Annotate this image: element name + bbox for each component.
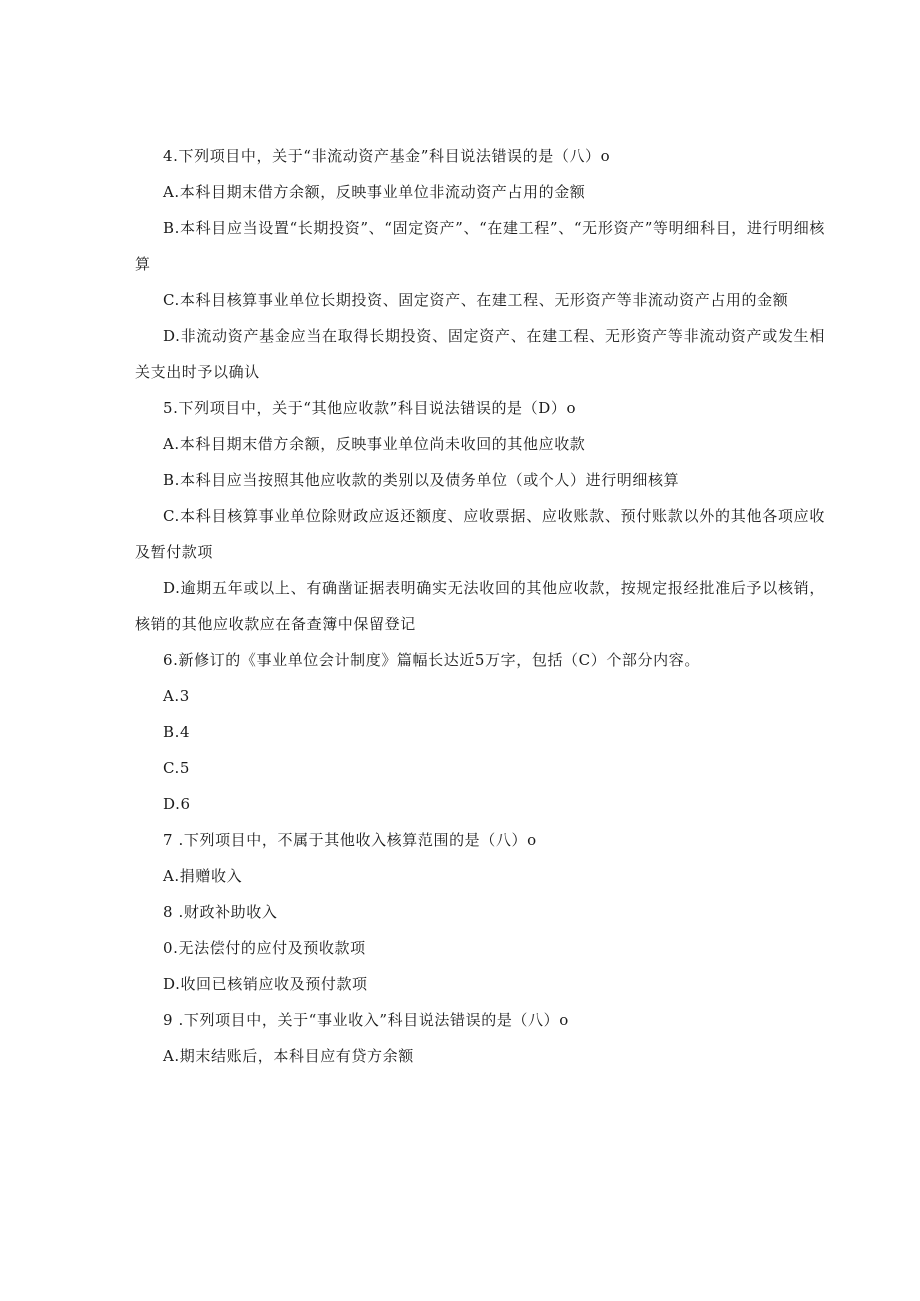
question-4: 4.下列项目中，关于“非流动资产基金”科目说法错误的是（八）o: [163, 147, 611, 165]
question-5: 5.下列项目中，关于“其他应收款”科目说法错误的是（D）o: [163, 399, 577, 417]
option-7a: A.捐赠收入: [163, 867, 243, 885]
option-4d: D.非流动资产基金应当在取得长期投资、固定资产、在建工程、无形资产等非流动资产或发生相关支出时予以确认: [135, 327, 825, 381]
question-7: 7 .下列项目中，不属于其他收入核算范围的是（八）o: [163, 831, 537, 849]
option-5d: D.逾期五年或以上、有确凿证据表明确实无法收回的其他应收款，按规定报经批准后予以核销，核销的其他应收款应在备查簿中保留登记: [135, 579, 825, 633]
option-7b: 8 .财政补助收入: [163, 903, 278, 921]
option-6b: B.4: [163, 723, 191, 741]
option-5a: A.本科目期末借方余额，反映事业单位尚未收回的其他应收款: [163, 435, 586, 453]
option-4a: A.本科目期末借方余额，反映事业单位非流动资产占用的金额: [163, 183, 586, 201]
option-6c: C.5: [163, 759, 191, 777]
option-6a: A.3: [163, 687, 190, 705]
question-6: 6.新修订的《事业单位会计制度》篇幅长达近5万字，包括（C）个部分内容。: [163, 651, 700, 669]
question-9: 9 .下列项目中，关于“事业收入”科目说法错误的是（八）o: [163, 1011, 569, 1029]
option-5c: C.本科目核算事业单位除财政应返还额度、应收票据、应收账款、预付账款以外的其他各项应收及暂付款项: [135, 507, 825, 561]
option-4b: B.本科目应当设置“长期投资”、“固定资产”、“在建工程”、“无形资产”等明细科目，进行明细核算: [135, 219, 825, 273]
document-body: [135, 138, 825, 1074]
option-5b: B.本科目应当按照其他应收款的类别以及债务单位（或个人）进行明细核算: [163, 471, 680, 489]
option-6d: D.6: [163, 795, 191, 813]
option-7c: 0.无法偿付的应付及预收款项: [163, 939, 366, 957]
option-7d: D.收回已核销应收及预付款项: [163, 975, 368, 993]
option-4c: C.本科目核算事业单位长期投资、固定资产、在建工程、无形资产等非流动资产占用的金额: [163, 291, 789, 309]
option-9a: A.期末结账后，本科目应有贷方余额: [163, 1047, 414, 1065]
